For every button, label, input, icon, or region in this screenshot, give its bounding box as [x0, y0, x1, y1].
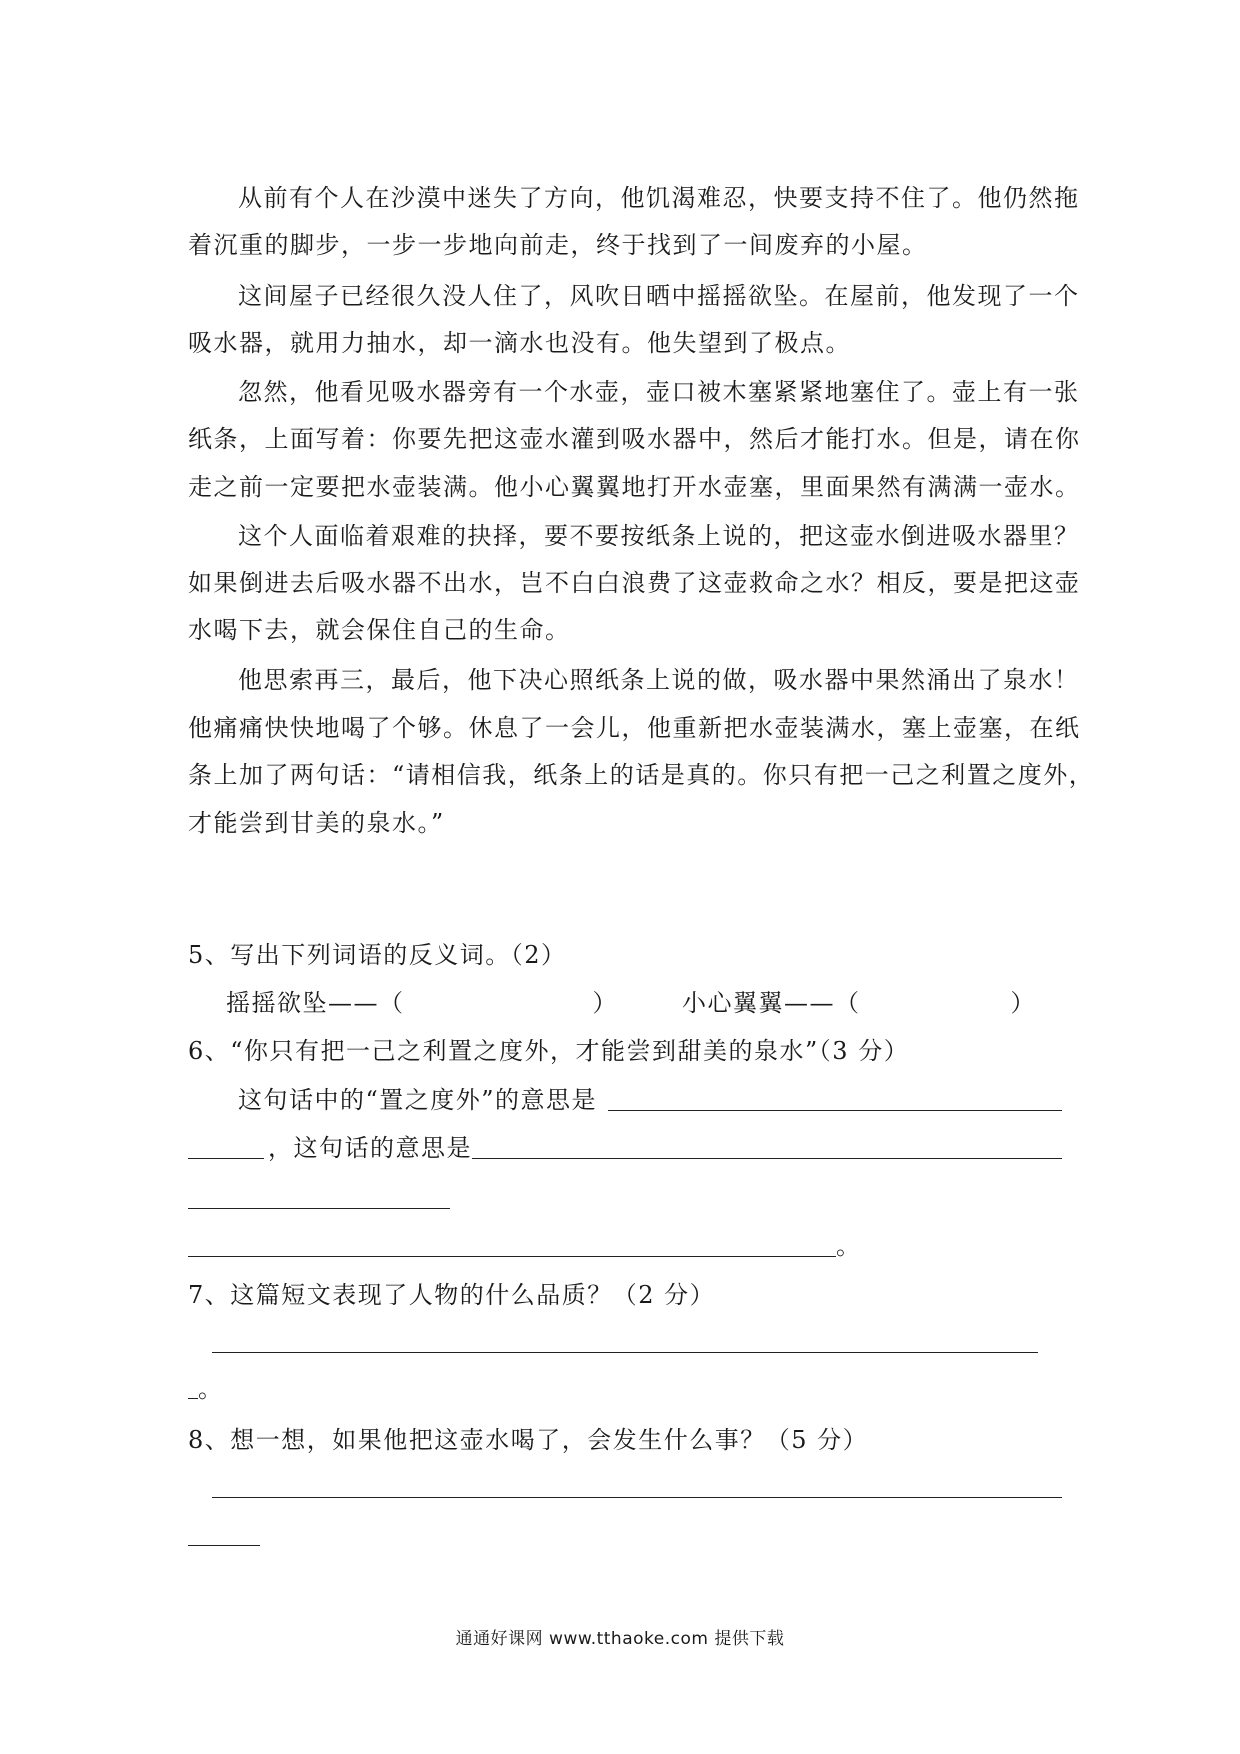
answer-line[interactable]	[188, 1208, 450, 1209]
passage-line: 着沉重的脚步，一步一步地向前走，终于找到了一间废弃的小屋。	[188, 231, 928, 259]
page-footer: 通通好课网 www.tthaoke.com 提供下载	[455, 1629, 785, 1649]
question-6-title: 6、“你只有把一己之利置之度外，才能尝到甜美的泉水”（3 分）	[188, 1037, 910, 1065]
answer-line[interactable]	[188, 1398, 198, 1399]
answer-line[interactable]	[608, 1110, 1062, 1111]
answer-line[interactable]	[188, 1545, 260, 1546]
passage-line: 走之前一定要把水壶装满。他小心翼翼地打开水壶塞，里面果然有满满一壶水。	[188, 473, 1081, 501]
answer-line[interactable]	[212, 1352, 1038, 1353]
passage-line: 吸水器，就用力抽水，却一滴水也没有。他失望到了极点。	[188, 329, 851, 357]
paren-close-1: ）	[592, 989, 618, 1017]
passage-line: 条上加了两句话：“请相信我，纸条上的话是真的。你只有把一己之利置之度外，	[188, 761, 1095, 789]
answer-line[interactable]	[472, 1158, 1062, 1159]
passage-line: 才能尝到甘美的泉水。”	[188, 809, 445, 837]
question-5-items	[226, 988, 1106, 1018]
passage-line: 纸条，上面写着：你要先把这壶水灌到吸水器中，然后才能打水。但是，请在你	[188, 425, 1081, 453]
question-8-title: 8、想一想，如果他把这壶水喝了，会发生什么事？（5 分）	[188, 1426, 869, 1454]
question-5-title: 5、写出下列词语的反义词。（2）	[188, 941, 567, 969]
answer-line[interactable]	[188, 1158, 264, 1159]
antonym-word-1: 摇摇欲坠——（	[226, 989, 405, 1017]
passage-line: 如果倒进去后吸水器不出水，岂不白白浪费了这壶救命之水？相反，要是把这壶	[188, 569, 1081, 597]
passage-line: 从前有个人在沙漠中迷失了方向，他饥渴难忍，快要支持不住了。他仍然拖	[238, 184, 1080, 212]
question-6-prompt-1: 这句话中的“置之度外”的意思是	[238, 1086, 598, 1114]
question-7-period: 。	[198, 1375, 224, 1403]
answer-line[interactable]	[212, 1497, 1062, 1498]
passage-line: 忽然，他看见吸水器旁有一个水壶，壶口被木塞紧紧地塞住了。壶上有一张	[238, 378, 1080, 406]
paren-close-2: ）	[1010, 989, 1036, 1017]
passage-line: 他痛痛快快地喝了个够。休息了一会儿，他重新把水壶装满水，塞上壶塞，在纸	[188, 714, 1081, 742]
question-6-prompt-2: ，这句话的意思是	[268, 1134, 472, 1162]
antonym-word-2: 小心翼翼——（	[682, 989, 861, 1017]
passage-line: 这个人面临着艰难的抉择，要不要按纸条上说的，把这壶水倒进吸水器里？	[238, 522, 1080, 550]
question-7-title: 7、这篇短文表现了人物的什么品质？（2 分）	[188, 1281, 716, 1309]
passage-line: 这间屋子已经很久没人住了，风吹日晒中摇摇欲坠。在屋前，他发现了一个	[238, 282, 1080, 310]
question-6-period: 。	[836, 1232, 862, 1260]
passage-line: 他思索再三，最后，他下决心照纸条上说的做，吸水器中果然涌出了泉水！	[238, 666, 1080, 694]
passage-line: 水喝下去，就会保住自己的生命。	[188, 616, 571, 644]
answer-line[interactable]	[188, 1256, 836, 1257]
